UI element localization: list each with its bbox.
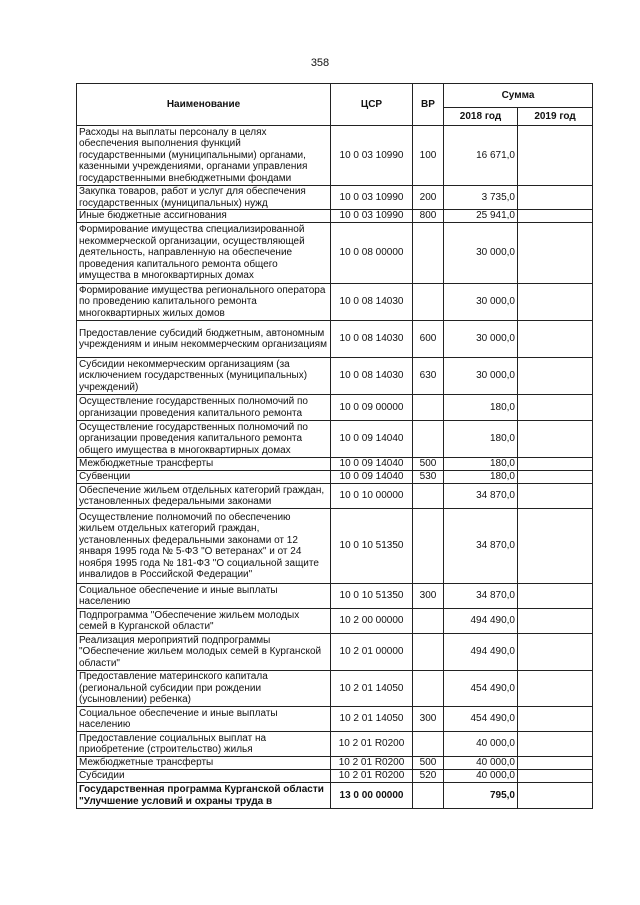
row-csr-cell: 10 2 01 R0200 <box>331 770 413 783</box>
row-name-cell: Субвенции <box>77 471 331 484</box>
row-name-cell: Расходы на выплаты персоналу в целях обеспечения выполнения функций государственными (муниципальными) органами, казенными учреждениями, органами управления государственными внебюджетными фондами <box>77 126 331 186</box>
table-row <box>77 584 593 609</box>
row-vr-cell <box>413 671 444 707</box>
header-vr: ВР <box>413 84 444 126</box>
row-vr-cell: 800 <box>413 210 444 223</box>
table-row <box>77 458 593 471</box>
header-name: Наименование <box>77 84 331 126</box>
row-vr-cell <box>413 284 444 321</box>
table-row <box>77 671 593 707</box>
row-vr-cell: 600 <box>413 321 444 358</box>
row-sum-2019-cell <box>518 509 593 584</box>
row-sum-2019-cell <box>518 783 593 809</box>
row-sum-2019-cell <box>518 471 593 484</box>
table-row <box>77 421 593 458</box>
row-vr-cell: 500 <box>413 458 444 471</box>
table-row <box>77 609 593 634</box>
row-name-cell: Субсидии некоммерческим организациям (за исключением государственных (муниципальных) учреждений) <box>77 358 331 395</box>
row-csr-cell: 10 0 10 51350 <box>331 584 413 609</box>
row-csr-cell: 10 0 10 00000 <box>331 484 413 509</box>
row-vr-cell: 200 <box>413 186 444 210</box>
row-sum-2018-cell: 30 000,0 <box>444 223 518 284</box>
table-row <box>77 471 593 484</box>
table-row <box>77 783 593 809</box>
row-name-cell: Межбюджетные трансферты <box>77 458 331 471</box>
row-sum-2018-cell: 30 000,0 <box>444 284 518 321</box>
row-vr-cell: 530 <box>413 471 444 484</box>
row-sum-2019-cell <box>518 223 593 284</box>
row-sum-2018-cell: 30 000,0 <box>444 358 518 395</box>
row-name-cell: Предоставление материнского капитала (региональной субсидии при рождении (усыновлении) ребенка) <box>77 671 331 707</box>
row-sum-2019-cell <box>518 210 593 223</box>
row-csr-cell: 10 0 03 10990 <box>331 126 413 186</box>
row-sum-2018-cell: 40 000,0 <box>444 770 518 783</box>
row-csr-cell: 10 0 10 51350 <box>331 509 413 584</box>
row-sum-2018-cell: 494 490,0 <box>444 634 518 671</box>
table-row <box>77 210 593 223</box>
row-name-cell: Предоставление социальных выплат на приобретение (строительство) жилья <box>77 732 331 757</box>
row-sum-2018-cell: 454 490,0 <box>444 707 518 732</box>
row-name-cell: Субсидии <box>77 770 331 783</box>
row-vr-cell <box>413 484 444 509</box>
row-sum-2018-cell: 795,0 <box>444 783 518 809</box>
table-row <box>77 634 593 671</box>
row-sum-2018-cell: 180,0 <box>444 395 518 421</box>
row-csr-cell: 10 0 08 14030 <box>331 284 413 321</box>
row-sum-2018-cell: 3 735,0 <box>444 186 518 210</box>
row-vr-cell <box>413 609 444 634</box>
row-sum-2019-cell <box>518 671 593 707</box>
row-sum-2018-cell: 494 490,0 <box>444 609 518 634</box>
row-sum-2019-cell <box>518 707 593 732</box>
row-sum-2019-cell <box>518 458 593 471</box>
table-row <box>77 126 593 186</box>
row-name-cell: Социальное обеспечение и иные выплаты населению <box>77 584 331 609</box>
row-name-cell: Реализация мероприятий подпрограммы "Обеспечение жильем молодых семей в Курганской области" <box>77 634 331 671</box>
row-csr-cell: 10 0 09 00000 <box>331 395 413 421</box>
row-csr-cell: 10 2 01 R0200 <box>331 732 413 757</box>
row-sum-2019-cell <box>518 770 593 783</box>
row-name-cell: Межбюджетные трансферты <box>77 757 331 770</box>
row-name-cell: Предоставление субсидий бюджетным, автономным учреждениям и иным некоммерческим организациям <box>77 321 331 358</box>
row-vr-cell: 520 <box>413 770 444 783</box>
table-row <box>77 223 593 284</box>
row-sum-2019-cell <box>518 186 593 210</box>
row-vr-cell <box>413 783 444 809</box>
row-sum-2018-cell: 16 671,0 <box>444 126 518 186</box>
row-csr-cell: 10 0 09 14040 <box>331 421 413 458</box>
header-year-2018: 2018 год <box>444 108 518 126</box>
row-sum-2019-cell <box>518 609 593 634</box>
table-row <box>77 358 593 395</box>
row-vr-cell <box>413 732 444 757</box>
row-sum-2019-cell <box>518 484 593 509</box>
row-csr-cell: 10 2 01 R0200 <box>331 757 413 770</box>
row-vr-cell <box>413 421 444 458</box>
row-name-cell: Закупка товаров, работ и услуг для обеспечения государственных (муниципальных) нужд <box>77 186 331 210</box>
row-sum-2018-cell: 40 000,0 <box>444 757 518 770</box>
row-csr-cell: 10 0 08 14030 <box>331 358 413 395</box>
table-row <box>77 757 593 770</box>
row-sum-2018-cell: 180,0 <box>444 458 518 471</box>
table-row <box>77 395 593 421</box>
row-vr-cell: 300 <box>413 707 444 732</box>
row-csr-cell: 10 2 01 14050 <box>331 707 413 732</box>
row-csr-cell: 10 0 08 14030 <box>331 321 413 358</box>
row-sum-2018-cell: 34 870,0 <box>444 584 518 609</box>
row-vr-cell: 500 <box>413 757 444 770</box>
table-body <box>77 126 593 809</box>
row-sum-2019-cell <box>518 757 593 770</box>
header-sum: Сумма <box>444 84 593 108</box>
row-sum-2019-cell <box>518 321 593 358</box>
row-vr-cell: 630 <box>413 358 444 395</box>
table-row <box>77 770 593 783</box>
table-row <box>77 509 593 584</box>
row-name-cell: Формирование имущества регионального оператора по проведению капитального ремонта многоквартирных жилых домов <box>77 284 331 321</box>
row-sum-2019-cell <box>518 634 593 671</box>
row-sum-2018-cell: 34 870,0 <box>444 484 518 509</box>
row-name-cell: Социальное обеспечение и иные выплаты населению <box>77 707 331 732</box>
row-csr-cell: 10 2 01 14050 <box>331 671 413 707</box>
row-name-cell: Обеспечение жильем отдельных категорий граждан, установленных федеральными законами <box>77 484 331 509</box>
row-sum-2018-cell: 25 941,0 <box>444 210 518 223</box>
row-vr-cell: 100 <box>413 126 444 186</box>
row-name-cell: Осуществление государственных полномочий по организации проведения капитального ремонта общего имущества в многоквартирных домах <box>77 421 331 458</box>
row-csr-cell: 13 0 00 00000 <box>331 783 413 809</box>
row-name-cell: Государственная программа Курганской области "Улучшение условий и охраны труда в <box>77 783 331 809</box>
row-csr-cell: 10 2 00 00000 <box>331 609 413 634</box>
row-csr-cell: 10 0 08 00000 <box>331 223 413 284</box>
row-sum-2019-cell <box>518 358 593 395</box>
header-csr: ЦСР <box>331 84 413 126</box>
row-sum-2019-cell <box>518 584 593 609</box>
row-sum-2019-cell <box>518 395 593 421</box>
row-name-cell: Подпрограмма "Обеспечение жильем молодых семей в Курганской области" <box>77 609 331 634</box>
row-name-cell: Формирование имущества специализированной некоммерческой организации, осуществляющей деятельность, направленную на обеспечение проведения капитального ремонта общего имущества в многоквартирных домах <box>77 223 331 284</box>
row-sum-2018-cell: 454 490,0 <box>444 671 518 707</box>
row-sum-2018-cell: 40 000,0 <box>444 732 518 757</box>
table-row <box>77 186 593 210</box>
row-vr-cell <box>413 223 444 284</box>
row-sum-2018-cell: 180,0 <box>444 471 518 484</box>
row-sum-2018-cell: 180,0 <box>444 421 518 458</box>
row-sum-2018-cell: 34 870,0 <box>444 509 518 584</box>
row-sum-2018-cell: 30 000,0 <box>444 321 518 358</box>
page-number: 358 <box>310 57 330 69</box>
row-sum-2019-cell <box>518 126 593 186</box>
table-row <box>77 321 593 358</box>
table-row <box>77 732 593 757</box>
row-vr-cell <box>413 509 444 584</box>
table-row <box>77 484 593 509</box>
table-row <box>77 284 593 321</box>
header-year-2019: 2019 год <box>518 108 593 126</box>
row-csr-cell: 10 0 09 14040 <box>331 458 413 471</box>
row-vr-cell: 300 <box>413 584 444 609</box>
row-csr-cell: 10 0 09 14040 <box>331 471 413 484</box>
row-sum-2019-cell <box>518 284 593 321</box>
row-name-cell: Осуществление полномочий по обеспечению жильем отдельных категорий граждан, установленных федеральными законами от 12 января 1995 года № 5-ФЗ "О ветеранах" и от 24 ноября 1995 года № 181-ФЗ "О социальной защите инвалидов в Российской Федерации" <box>77 509 331 584</box>
row-name-cell: Иные бюджетные ассигнования <box>77 210 331 223</box>
row-sum-2019-cell <box>518 421 593 458</box>
row-csr-cell: 10 0 03 10990 <box>331 210 413 223</box>
row-vr-cell <box>413 395 444 421</box>
table-row <box>77 707 593 732</box>
budget-table <box>76 83 593 809</box>
row-name-cell: Осуществление государственных полномочий по организации проведения капитального ремонта <box>77 395 331 421</box>
row-csr-cell: 10 2 01 00000 <box>331 634 413 671</box>
row-csr-cell: 10 0 03 10990 <box>331 186 413 210</box>
row-sum-2019-cell <box>518 732 593 757</box>
row-vr-cell <box>413 634 444 671</box>
